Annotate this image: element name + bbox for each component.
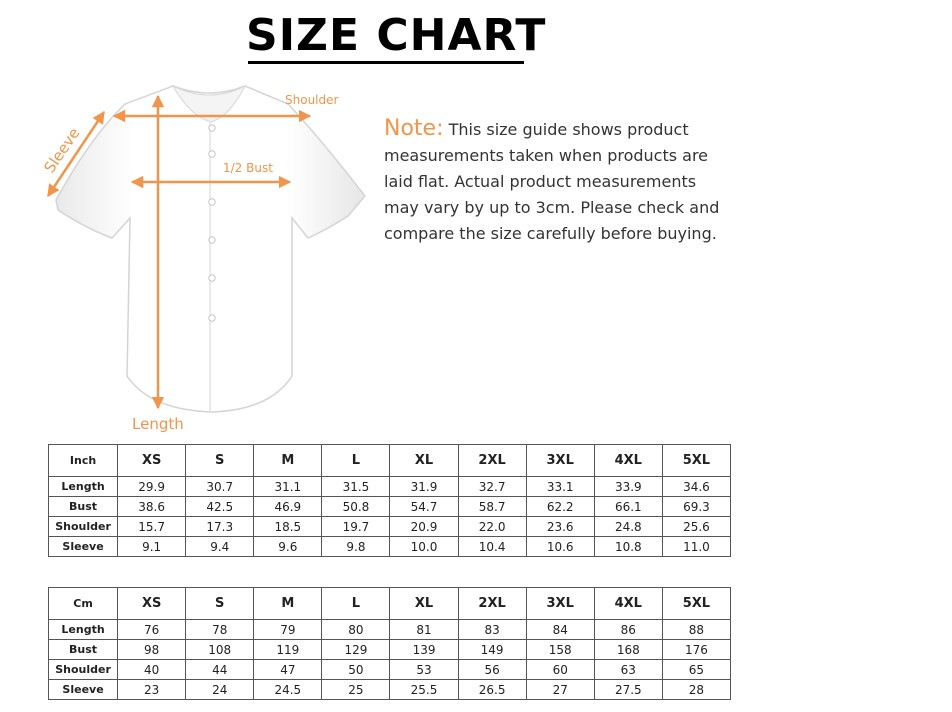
row-label: Bust bbox=[49, 497, 118, 517]
title-underline bbox=[248, 61, 524, 64]
size-table-cm bbox=[48, 587, 731, 700]
bust-label: 1/2 Bust bbox=[223, 161, 273, 175]
table-cell: 25 bbox=[322, 680, 390, 700]
table-header-row bbox=[49, 588, 731, 620]
table-cell: 40 bbox=[118, 660, 186, 680]
jersey-diagram bbox=[30, 78, 380, 438]
table-cell: 176 bbox=[662, 640, 730, 660]
size-header: 2XL bbox=[458, 445, 526, 477]
table-cell: 28 bbox=[662, 680, 730, 700]
table-cell: 9.6 bbox=[254, 537, 322, 557]
table-row bbox=[49, 497, 731, 517]
table-cell: 22.0 bbox=[458, 517, 526, 537]
size-header: M bbox=[254, 588, 322, 620]
table-cell: 26.5 bbox=[458, 680, 526, 700]
table-cell: 33.9 bbox=[594, 477, 662, 497]
table-cell: 15.7 bbox=[118, 517, 186, 537]
size-header: 5XL bbox=[662, 445, 730, 477]
row-label: Sleeve bbox=[49, 537, 118, 557]
table-cell: 46.9 bbox=[254, 497, 322, 517]
table-cell: 19.7 bbox=[322, 517, 390, 537]
table-cell: 86 bbox=[594, 620, 662, 640]
table-header-row bbox=[49, 445, 731, 477]
table-cell: 44 bbox=[186, 660, 254, 680]
table-cell: 24.5 bbox=[254, 680, 322, 700]
table-cell: 18.5 bbox=[254, 517, 322, 537]
table-cell: 65 bbox=[662, 660, 730, 680]
table-cell: 10.4 bbox=[458, 537, 526, 557]
table-cell: 50.8 bbox=[322, 497, 390, 517]
table-cell: 50 bbox=[322, 660, 390, 680]
table-cell: 42.5 bbox=[186, 497, 254, 517]
table-row bbox=[49, 620, 731, 640]
page-title: SIZE CHART bbox=[246, 10, 547, 61]
table-cell: 38.6 bbox=[118, 497, 186, 517]
table-cell: 9.4 bbox=[186, 537, 254, 557]
table-cell: 25.6 bbox=[662, 517, 730, 537]
size-header: XL bbox=[390, 445, 458, 477]
row-label: Shoulder bbox=[49, 660, 118, 680]
table-cell: 108 bbox=[186, 640, 254, 660]
table-cell: 139 bbox=[390, 640, 458, 660]
table-cell: 53 bbox=[390, 660, 458, 680]
table-cell: 84 bbox=[526, 620, 594, 640]
unit-header: Inch bbox=[49, 445, 118, 477]
table-cell: 30.7 bbox=[186, 477, 254, 497]
table-cell: 79 bbox=[254, 620, 322, 640]
table-cell: 63 bbox=[594, 660, 662, 680]
table-cell: 20.9 bbox=[390, 517, 458, 537]
table-row bbox=[49, 537, 731, 557]
table-cell: 76 bbox=[118, 620, 186, 640]
table-cell: 9.8 bbox=[322, 537, 390, 557]
table-cell: 33.1 bbox=[526, 477, 594, 497]
note-label: Note: bbox=[384, 116, 444, 141]
table-row bbox=[49, 477, 731, 497]
table-cell: 31.5 bbox=[322, 477, 390, 497]
table-cell: 158 bbox=[526, 640, 594, 660]
table-cell: 31.1 bbox=[254, 477, 322, 497]
table-cell: 29.9 bbox=[118, 477, 186, 497]
table-cell: 88 bbox=[662, 620, 730, 640]
table-cell: 58.7 bbox=[458, 497, 526, 517]
table-cell: 11.0 bbox=[662, 537, 730, 557]
size-header: M bbox=[254, 445, 322, 477]
table-cell: 149 bbox=[458, 640, 526, 660]
table-cell: 23 bbox=[118, 680, 186, 700]
table-cell: 27.5 bbox=[594, 680, 662, 700]
table-cell: 81 bbox=[390, 620, 458, 640]
row-label: Length bbox=[49, 620, 118, 640]
size-header: 4XL bbox=[594, 445, 662, 477]
table-cell: 83 bbox=[458, 620, 526, 640]
row-label: Sleeve bbox=[49, 680, 118, 700]
size-header: 3XL bbox=[526, 588, 594, 620]
row-label: Length bbox=[49, 477, 118, 497]
table-cell: 98 bbox=[118, 640, 186, 660]
size-header: L bbox=[322, 445, 390, 477]
size-header: XS bbox=[118, 445, 186, 477]
table-cell: 129 bbox=[322, 640, 390, 660]
table-cell: 54.7 bbox=[390, 497, 458, 517]
table-cell: 78 bbox=[186, 620, 254, 640]
table-cell: 24.8 bbox=[594, 517, 662, 537]
table-cell: 62.2 bbox=[526, 497, 594, 517]
table-row bbox=[49, 660, 731, 680]
table-cell: 9.1 bbox=[118, 537, 186, 557]
row-label: Shoulder bbox=[49, 517, 118, 537]
table-cell: 168 bbox=[594, 640, 662, 660]
table-cell: 119 bbox=[254, 640, 322, 660]
size-table-inch bbox=[48, 444, 731, 557]
note-text: This size guide shows product measurements taken when products are laid flat. Actual product measurements may vary by up to 3cm. Please check and compare the size carefully before buying. bbox=[384, 120, 720, 243]
table-cell: 69.3 bbox=[662, 497, 730, 517]
table-cell: 10.0 bbox=[390, 537, 458, 557]
table-cell: 25.5 bbox=[390, 680, 458, 700]
size-header: XL bbox=[390, 588, 458, 620]
size-header: 3XL bbox=[526, 445, 594, 477]
table-cell: 60 bbox=[526, 660, 594, 680]
table-cell: 10.6 bbox=[526, 537, 594, 557]
table-row bbox=[49, 640, 731, 660]
table-row bbox=[49, 680, 731, 700]
size-header: S bbox=[186, 445, 254, 477]
unit-header: Cm bbox=[49, 588, 118, 620]
table-cell: 80 bbox=[322, 620, 390, 640]
length-label: Length bbox=[132, 415, 184, 433]
size-header: 4XL bbox=[594, 588, 662, 620]
size-header: L bbox=[322, 588, 390, 620]
table-cell: 24 bbox=[186, 680, 254, 700]
size-header: S bbox=[186, 588, 254, 620]
table-cell: 66.1 bbox=[594, 497, 662, 517]
table-cell: 23.6 bbox=[526, 517, 594, 537]
row-label: Bust bbox=[49, 640, 118, 660]
size-header: 5XL bbox=[662, 588, 730, 620]
table-cell: 10.8 bbox=[594, 537, 662, 557]
table-cell: 31.9 bbox=[390, 477, 458, 497]
size-note bbox=[384, 116, 734, 247]
size-header: XS bbox=[118, 588, 186, 620]
sleeve-label: Sleeve bbox=[40, 124, 84, 177]
table-cell: 34.6 bbox=[662, 477, 730, 497]
shoulder-label: Shoulder bbox=[285, 93, 339, 107]
table-cell: 32.7 bbox=[458, 477, 526, 497]
table-cell: 56 bbox=[458, 660, 526, 680]
table-cell: 27 bbox=[526, 680, 594, 700]
table-cell: 47 bbox=[254, 660, 322, 680]
size-header: 2XL bbox=[458, 588, 526, 620]
table-cell: 17.3 bbox=[186, 517, 254, 537]
table-row bbox=[49, 517, 731, 537]
